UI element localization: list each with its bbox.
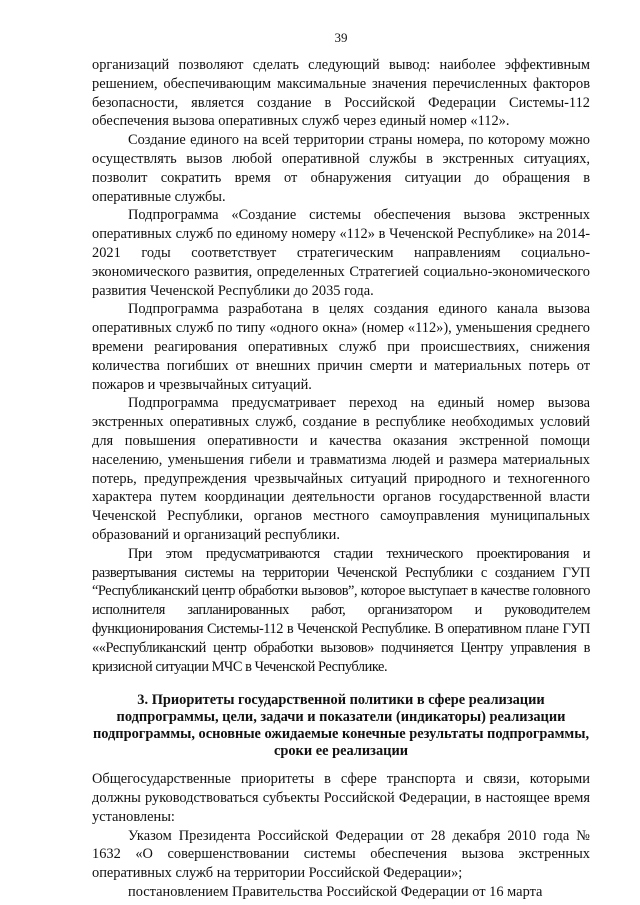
section-heading: 3. Приоритеты государственной политики в сфере реализации подпрограммы, цели, задачи и показатели (индикаторы) реализации подпрограммы, основные ожидаемые конечные результаты подпрограммы, сроки ее реализации [92, 692, 590, 760]
paragraph-presidential-decree: Указом Президента Российской Федерации от 28 декабря 2010 года № 1632 «О совершенствовании системы обеспечения вызова экстренных оперативных служб на территории Российской Федерации»; [92, 827, 590, 882]
paragraph-design-stages: При этом предусматриваются стадии технического проектирования и развертывания системы на территории Чеченской Республики с созданием ГУП “Республиканский центр обработки вызовов”, которое выступает в качестве головного исполнителя запланированных работ, организатором и руководителем функционирования Системы-112 в Чеченской Республике. В оперативном плане ГУП ««Республиканский центр обработки вызовов» подчиняется Центру управления в кризисной ситуации МЧС в Чеченской Республике. [92, 545, 590, 675]
paragraph-continuation: организаций позволяют сделать следующий вывод: наиболее эффективным решением, обеспечивающим максимальные значения перечисленных факторов безопасности, является создание в Российской Федерации Системы-112 обеспечения вызова оперативных служб через единый номер «112». [92, 57, 590, 130]
paragraph-priorities: Общегосударственные приоритеты в сфере транспорта и связи, которыми должны руководствоваться субъекты Российской Федерации, в настоящее время установлены: [92, 771, 590, 825]
paragraph-single-number: Создание единого на всей территории страны номера, по которому можно осуществлять вызов любой оперативной службы в экстренных ситуациях, позволит сократить время от обнаружения ситуации до обращения в оперативные службы. [92, 132, 590, 205]
paragraph-subprogram-strategy: Подпрограмма «Создание системы обеспечения вызова экстренных оперативных служб по единому номеру «112» в Чеченской Республике» на 2014-2021 годы соответствует стратегическим направлениям социально-экономического развития, определенных Стратегией социально-экономического развития Чеченской Республики до 2035 года. [92, 207, 590, 299]
paragraph-subprogram-goals: Подпрограмма разработана в целях создания единого канала вызова оперативных служб по типу «одного окна» (номер «112»), уменьшения среднего времени реагирования оперативных служб при происшествиях, снижения количества погибших от внешних причин смерти и материальных потерь от пожаров и чрезвычайных ситуаций. [92, 301, 590, 393]
paragraph-subprogram-transition: Подпрограмма предусматривает переход на единый номер вызова экстренных оперативных служб, создание в республике необходимых условий для повышения оперативности и качества оказания экстренной помощи населению, уменьшения гибели и травматизма людей и размера материальных потерь, предупреждения чрезвычайных ситуаций природного и техногенного характера путем координации деятельности органов государственной власти Чеченской Республики, органов местного самоуправления муниципальных образований и организаций республики. [92, 395, 590, 543]
paragraph-government-resolution: постановлением Правительства Российской Федерации от 16 марта [128, 884, 543, 901]
page-number: 39 [334, 30, 348, 45]
